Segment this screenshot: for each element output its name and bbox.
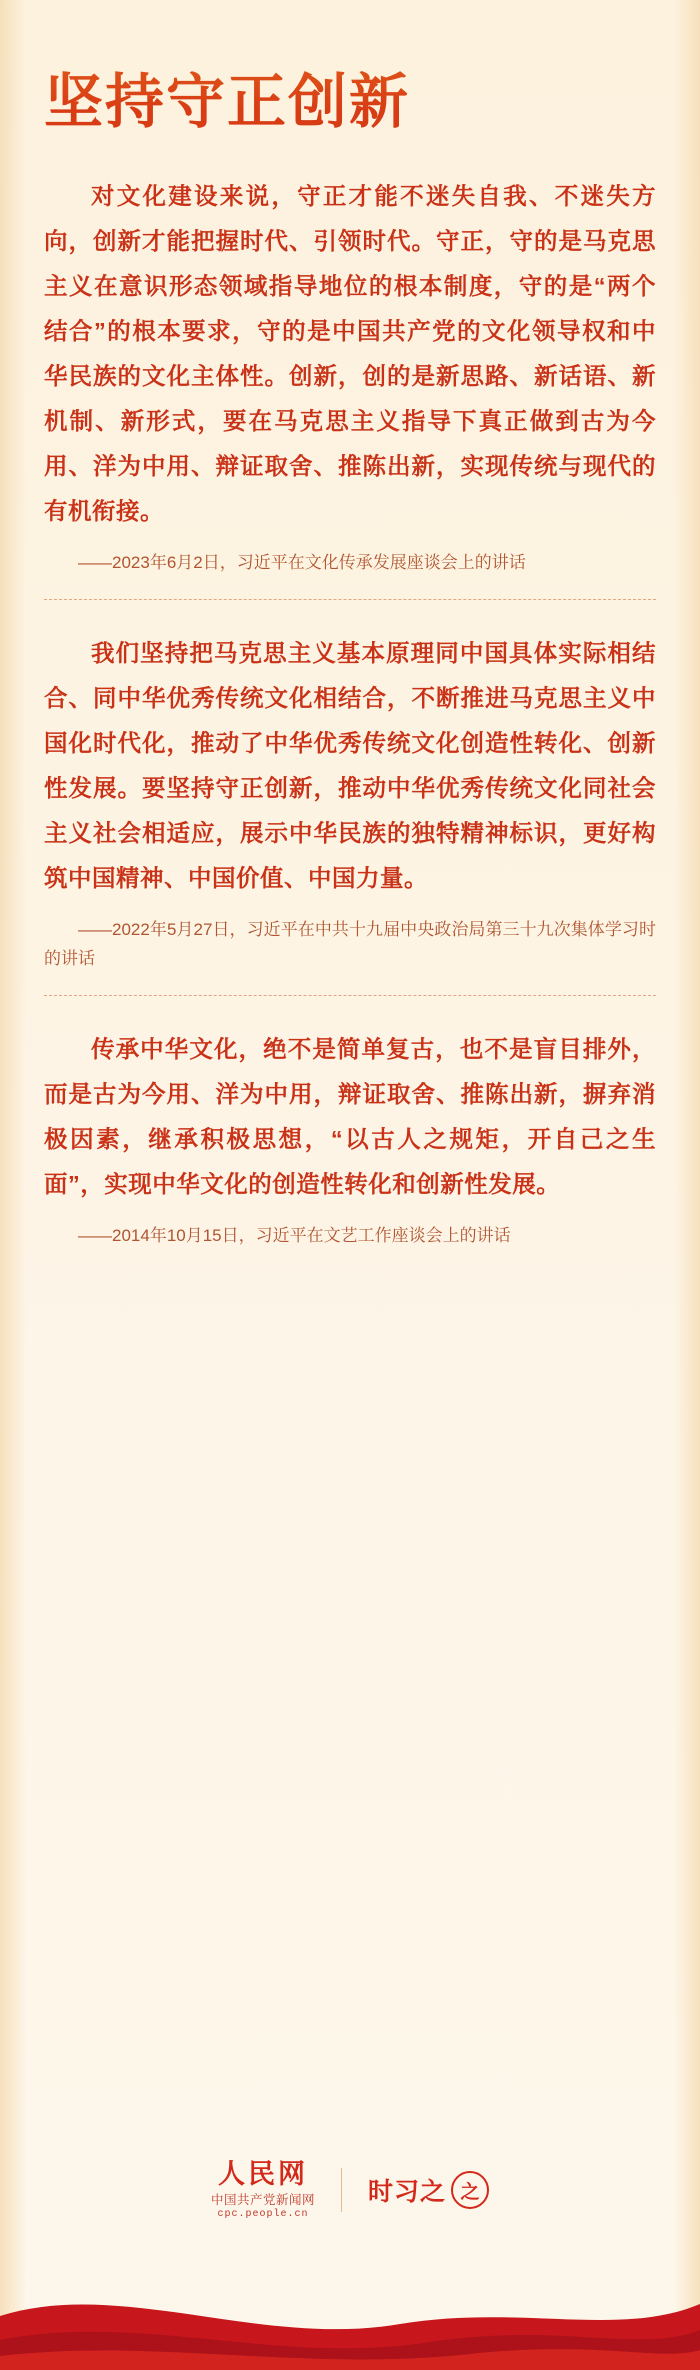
page-title: 坚持守正创新 (44, 0, 656, 138)
quote-block-2 (44, 631, 656, 973)
shixizhi-seal-icon: 之 (451, 2171, 489, 2209)
quote-block-1 (44, 174, 656, 577)
bottom-red-ribbon (0, 2220, 700, 2370)
quote-attribution: ——2023年6月2日，习近平在文化传承发展座谈会上的讲话 (78, 552, 526, 572)
quote-attribution: ——2022年5月27日，习近平在中共十九届中央政治局第三十九次集体学习时的讲话 (44, 919, 656, 968)
quote-text: 我们坚持把马克思主义基本原理同中国具体实际相结合、同中华优秀传统文化相结合，不断推进马克思主义中国化时代化，推动了中华优秀传统文化创造性转化、创新性发展。要坚持守正创新，推动中华优秀传统文化同社会主义社会相适应，展示中华民族的独特精神标识，更好构筑中国精神、中国价值、中国力量。 (44, 639, 656, 891)
people-cn-logo-subtitle: 中国共产党新闻网 (210, 2192, 315, 2207)
quote-text: 传承中华文化，绝不是简单复古，也不是盲目排外，而是古为今用、洋为中用，辩证取舍、推陈出新，摒弃消极因素，继承积极思想，“以古人之规矩，开自己之生面”，实现中华文化的创造性转化和创新性发展。 (44, 1035, 656, 1197)
divider (44, 995, 656, 997)
divider (44, 599, 656, 601)
people-cn-logo-url: cpc.people.cn (217, 2209, 309, 2220)
shixizhi-logo[interactable] (368, 2171, 489, 2209)
footer-logos (0, 2158, 700, 2221)
people-cn-logo[interactable] (210, 2158, 315, 2221)
people-cn-logo-name: 人民网 (217, 2158, 308, 2189)
ribbon-shape-icon (0, 2220, 700, 2370)
quote-text: 对文化建设来说，守正才能不迷失自我、不迷失方向，创新才能把握时代、引领时代。守正，守的是马克思主义在意识形态领域指导地位的根本制度，守的是“两个结合”的根本要求，守的是中国共产党的文化领导权和中华民族的文化主体性。创新，创的是新思路、新话语、新机制、新形式，要在马克思主义指导下真正做到古为今用、洋为中用、辩证取舍、推陈出新，实现传统与现代的有机衔接。 (44, 182, 656, 524)
quote-block-3 (44, 1027, 656, 1250)
quote-attribution: ——2014年10月15日，习近平在文艺工作座谈会上的讲话 (78, 1225, 511, 1245)
shixizhi-logo-text: 时习之 (368, 2179, 447, 2207)
logo-separator (341, 2168, 342, 2212)
